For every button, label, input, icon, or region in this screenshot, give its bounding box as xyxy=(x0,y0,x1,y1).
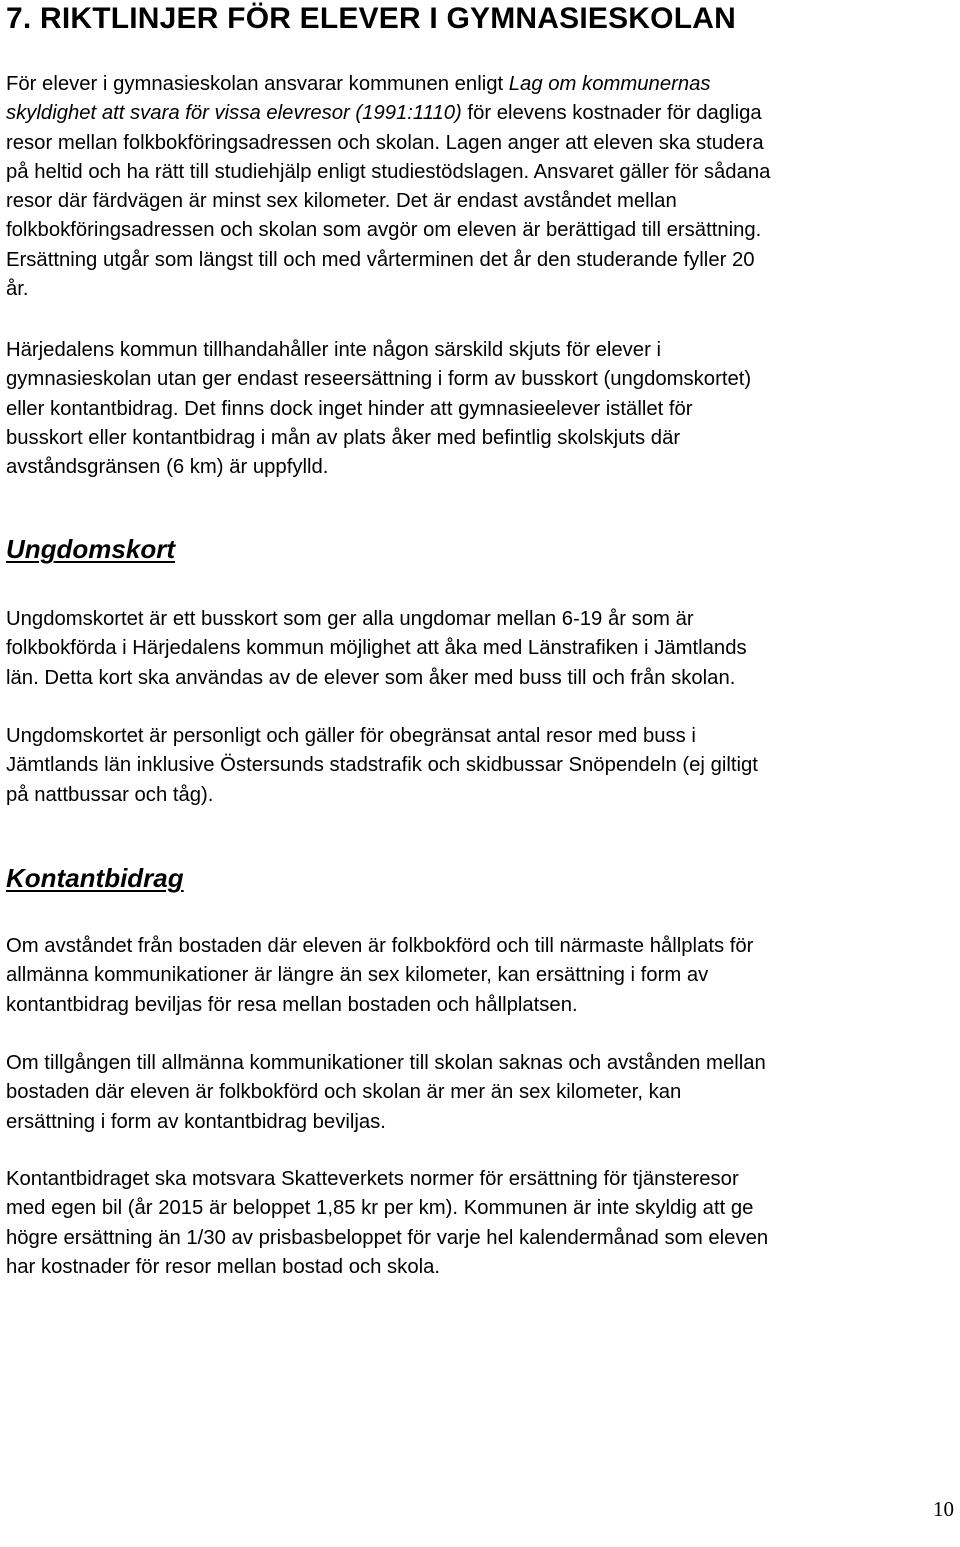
paragraph-line: ersättning i form av kontantbidrag beviljas. xyxy=(6,1110,386,1133)
intro-line: på heltid och ha rätt till studiehjälp enligt studiestödslagen. Ansvaret gäller för sådana xyxy=(6,160,771,183)
paragraph-line: kontantbidrag beviljas för resa mellan bostaden och hållplatsen. xyxy=(6,993,578,1016)
paragraph-line: högre ersättning än 1/30 av prisbasbeloppet för varje hel kalendermånad som eleven xyxy=(6,1226,769,1249)
kontantbidrag-paragraph-1 xyxy=(6,932,753,1020)
intro-line-2: skyldighet att svara för vissa elevresor (1991:1110) för elevens kostnader för dagliga xyxy=(6,102,762,125)
transport-paragraph xyxy=(6,336,751,482)
kontantbidrag-heading: Kontantbidrag xyxy=(6,863,184,893)
paragraph-line: folkbokförda i Härjedalens kommun möjlighet att åka med Länstrafiken i Jämtlands xyxy=(6,637,747,660)
ungdomskort-heading: Ungdomskort xyxy=(6,534,175,564)
paragraph-line: på nattbussar och tåg). xyxy=(6,783,214,806)
intro-line: resor där färdvägen är minst sex kilometer. Det är endast avståndet mellan xyxy=(6,190,677,213)
paragraph-line: Kontantbidraget ska motsvara Skatteverkets normer för ersättning för tjänsteresor xyxy=(6,1168,739,1190)
paragraph-line: län. Detta kort ska användas av de elever som åker med buss till och från skolan. xyxy=(6,666,736,689)
paragraph-line: eller kontantbidrag. Det finns dock inget hinder att gymnasieelever istället för xyxy=(6,397,693,420)
paragraph-line: Ungdomskortet är personligt och gäller för obegränsat antal resor med buss i xyxy=(6,725,696,747)
paragraph-line: gymnasieskolan utan ger endast reseersättning i form av busskort (ungdomskortet) xyxy=(6,368,752,391)
paragraph-line: allmänna kommunikationer är längre än sex kilometer, kan ersättning i form av xyxy=(6,964,709,987)
intro-line: år. xyxy=(6,278,29,301)
paragraph-line: Jämtlands län inklusive Östersunds stadstrafik och skidbussar Snöpendeln (ej giltigt xyxy=(6,754,758,777)
page-number: 10 xyxy=(933,1497,954,1521)
paragraph-line: Om avståndet från bostaden där eleven är folkbokförd och till närmaste hållplats för xyxy=(6,935,754,957)
paragraph-line: Ungdomskortet är ett busskort som ger alla ungdomar mellan 6-19 år som är xyxy=(6,608,694,630)
intro-paragraph xyxy=(6,70,770,304)
section-heading: 7. RIKTLINJER FÖR ELEVER I GYMNASIESKOLAN xyxy=(6,2,736,35)
kontantbidrag-paragraph-2 xyxy=(6,1049,766,1137)
intro-line-1: För elever i gymnasieskolan ansvarar kommunen enligt Lag om kommunernas xyxy=(6,73,711,95)
paragraph-line: med egen bil (år 2015 är beloppet 1,85 kr per km). Kommunen är inte skyldig att ge xyxy=(6,1197,754,1220)
intro-line: Ersättning utgår som längst till och med vårterminen det år den studerande fyller 20 xyxy=(6,248,755,271)
paragraph-line: avståndsgränsen (6 km) är uppfylld. xyxy=(6,456,329,479)
paragraph-line: busskort eller kontantbidrag i mån av plats åker med befintlig skolskjuts där xyxy=(6,426,681,449)
intro-line: resor mellan folkbokföringsadressen och skolan. Lagen anger att eleven ska studera xyxy=(6,131,764,154)
paragraph-line: Härjedalens kommun tillhandahåller inte någon särskild skjuts för elever i xyxy=(6,339,661,361)
intro-line: folkbokföringsadressen och skolan som avgör om eleven är berättigad till ersättning. xyxy=(6,219,762,242)
paragraph-line: har kostnader för resor mellan bostad och skola. xyxy=(6,1255,441,1278)
paragraph-line: bostaden där eleven är folkbokförd och skolan är mer än sex kilometer, kan xyxy=(6,1081,682,1104)
ungdomskort-paragraph-1 xyxy=(6,605,747,693)
paragraph-line: Om tillgången till allmänna kommunikationer till skolan saknas och avstånden mellan xyxy=(6,1052,766,1074)
kontantbidrag-paragraph-3 xyxy=(6,1165,768,1282)
ungdomskort-paragraph-2 xyxy=(6,722,758,810)
